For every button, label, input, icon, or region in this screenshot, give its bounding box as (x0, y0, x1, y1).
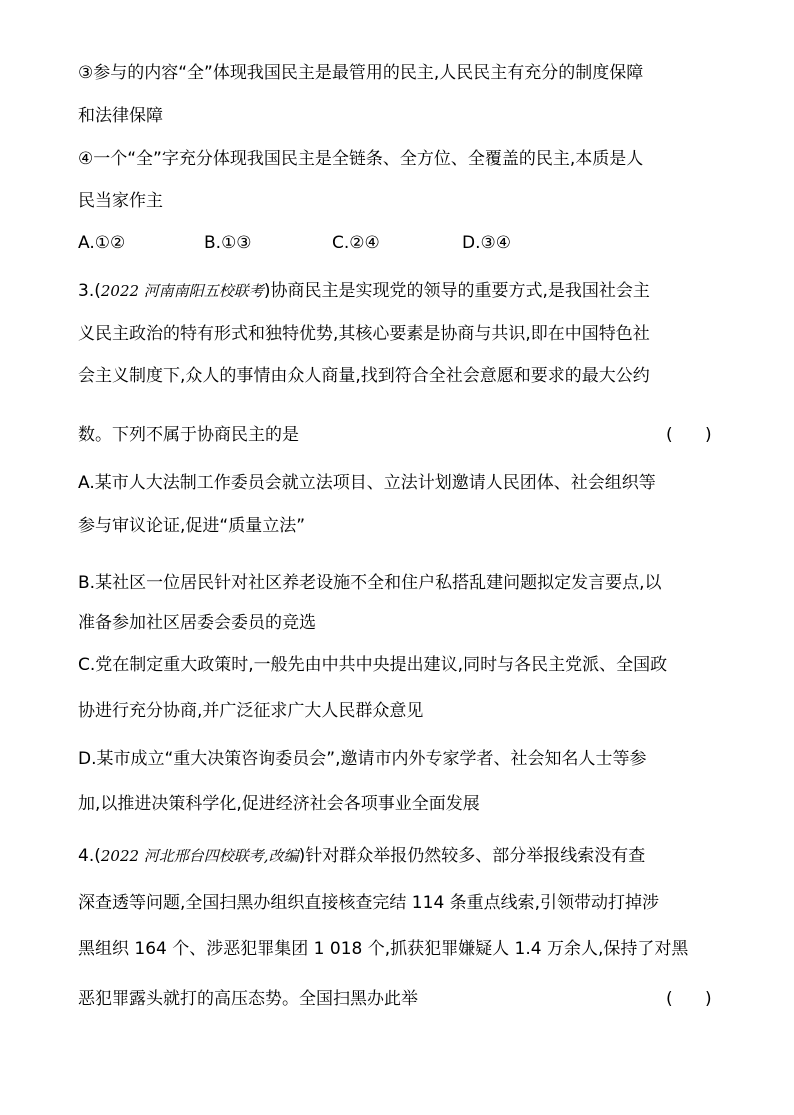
q3-option-b-line2: 准备参加社区居委会委员的竞选 (78, 613, 316, 633)
q4-number: 4.( (78, 846, 101, 866)
q3-option-d-line1: D.某市成立“重大决策咨询委员会”,邀请市内外专家学者、社会知名人士等参 (78, 749, 647, 769)
q3-option-d-line2: 加,以推进决策科学化,促进经济社会各项事业全面发展 (78, 794, 480, 814)
q3-option-a-line2: 参与审议论证,促进“质量立法” (78, 516, 306, 536)
q3-answer-bracket: ( ) (666, 425, 712, 445)
statement-4-line2: 民当家作主 (78, 191, 163, 211)
statement-3-line2: 和法律保障 (78, 106, 163, 126)
q3-option-c-line1: C.党在制定重大政策时,一般先由中共中央提出建议,同时与各民主党派、全国政 (78, 655, 668, 675)
q3-option-c-line2: 协进行充分协商,并广泛征求广大人民群众意见 (78, 701, 424, 721)
q4-stem-line3: 黑组织 164 个、涉恶犯罪集团 1 018 个,抓获犯罪嫌疑人 1.4 万余人,保持了对黑 (78, 939, 689, 959)
q3-stem-line2: 义民主政治的特有形式和独特优势,其核心要素是协商与共识,即在中国特色社 (78, 324, 650, 344)
q2-option-c: C.②④ (332, 233, 380, 253)
q3-number: 3.( (78, 281, 101, 301)
q4-stem-line4: 恶犯罪露头就打的高压态势。全国扫黑办此举 (78, 989, 418, 1009)
q2-option-a: A.①② (78, 233, 126, 253)
q3-option-b-line1: B.某社区一位居民针对社区养老设施不全和住户私搭乱建问题拟定发言要点,以 (78, 573, 662, 593)
q4-stem-text: )针对群众举报仍然较多、部分举报线索没有查 (298, 846, 646, 866)
q4-stem-line2: 深查透等问题,全国扫黑办组织直接核查完结 114 条重点线索,引领带动打掉涉 (78, 893, 660, 913)
q2-option-d: D.③④ (462, 233, 511, 253)
q4-source: 2022 河北邢台四校联考,改编 (100, 847, 299, 865)
q3-stem-line3: 会主义制度下,众人的事情由众人商量,找到符合全社会意愿和要求的最大公约 (78, 366, 650, 386)
q4-stem-line1 (78, 845, 645, 867)
q2-option-b: B.①③ (204, 233, 252, 253)
statement-4-line1: ④一个“全”字充分体现我国民主是全链条、全方位、全覆盖的民主,本质是人 (78, 149, 644, 169)
q3-option-a-line1: A.某市人大法制工作委员会就立法项目、立法计划邀请人民团体、社会组织等 (78, 473, 656, 493)
statement-3-line1: ③参与的内容“全”体现我国民主是最管用的民主,人民民主有充分的制度保障 (78, 63, 644, 83)
q4-answer-bracket: ( ) (666, 989, 712, 1009)
q3-source: 2022 河南南阳五校联考 (100, 282, 264, 300)
q3-stem-text: )协商民主是实现党的领导的重要方式,是我国社会主 (263, 281, 650, 301)
q3-stem-line1 (78, 280, 650, 302)
q3-stem-line4: 数。下列不属于协商民主的是 (78, 425, 299, 445)
